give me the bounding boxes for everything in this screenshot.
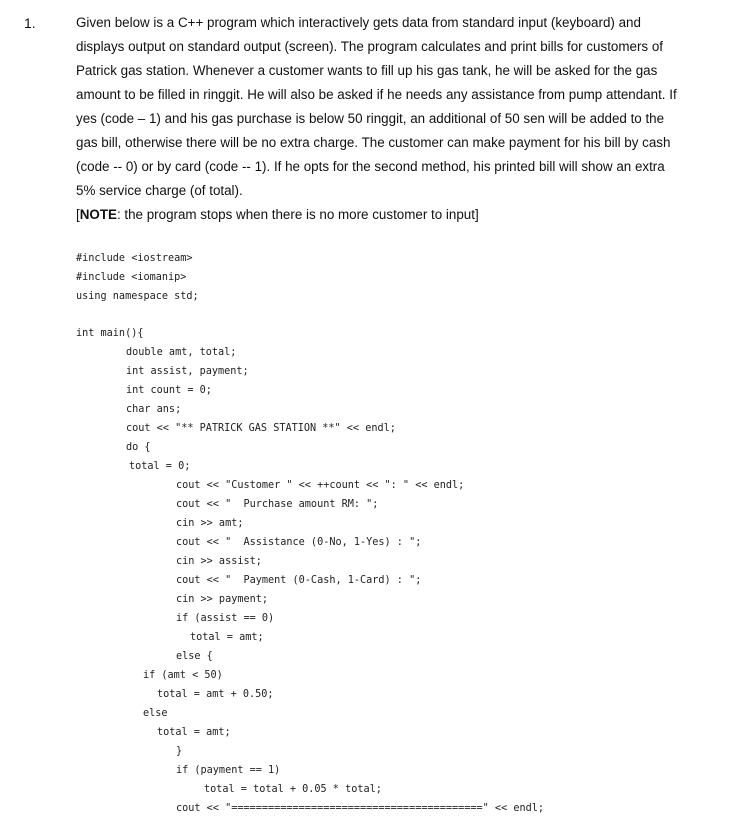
code-line: cout << "=========================================" << endl;: [176, 803, 545, 814]
note-line: [76, 203, 680, 227]
question-number: 1.: [24, 15, 36, 31]
code-line: total = amt;: [157, 727, 231, 738]
question-text: [76, 11, 680, 227]
code-line: if (payment == 1): [176, 765, 281, 776]
code-line: double amt, total;: [126, 347, 237, 358]
code-line: }: [176, 746, 183, 757]
note-text: : the program stops when there is no more customer to input]: [116, 207, 479, 222]
code-line: int assist, payment;: [126, 366, 249, 377]
code-line: cout << " Purchase amount RM: ";: [176, 499, 379, 510]
code-line: else: [143, 708, 168, 719]
code-line: total = amt + 0.50;: [157, 689, 274, 700]
note-open-bracket: [: [76, 207, 80, 222]
code-line: cout << "Customer " << ++count << ": " << endl;: [176, 480, 465, 491]
code-line: else {: [176, 651, 213, 662]
code-line: #include <iomanip>: [76, 272, 187, 283]
code-line: do {: [126, 442, 151, 453]
code-line: int main(){: [76, 328, 144, 339]
note-label: NOTE: [79, 207, 117, 222]
code-line: cout << " Payment (0-Cash, 1-Card) : ";: [176, 575, 422, 586]
code-line: total = total + 0.05 * total;: [204, 784, 382, 795]
question-paragraph: Given below is a C++ program which interactively gets data from standard input (keyboard) and displays output on standard output (screen). The program calculates and print bills for customers of Patrick gas station. Whenever a customer wants to fill up his gas tank, he will be asked for the gas amount to be filled in ringgit. He will also be asked if he needs any assistance from pump attendant. If yes (code – 1) and his gas purchase is below 50 ringgit, an additional of 50 sen will be added to the gas bill, otherwise there will be no extra charge. The customer can make payment for his bill by cash (code -- 0) or by card (code -- 1). If he opts for the second method, his printed bill will show an extra 5% service charge (of total).: [76, 15, 677, 198]
code-line: char ans;: [126, 404, 182, 415]
code-line: if (amt < 50): [143, 670, 223, 681]
code-line: total = 0;: [129, 461, 191, 472]
code-line: cin >> amt;: [176, 518, 244, 529]
code-line: cout << " Assistance (0-No, 1-Yes) : ";: [176, 537, 422, 548]
code-line: using namespace std;: [76, 291, 199, 302]
code-line: int count = 0;: [126, 385, 212, 396]
code-line: cin >> assist;: [176, 556, 262, 567]
code-line: cin >> payment;: [176, 594, 269, 605]
code-line: if (assist == 0): [176, 613, 275, 624]
code-line: #include <iostream>: [76, 253, 193, 264]
code-line: cout << "** PATRICK GAS STATION **" << endl;: [126, 423, 396, 434]
code-line: total = amt;: [190, 632, 264, 643]
